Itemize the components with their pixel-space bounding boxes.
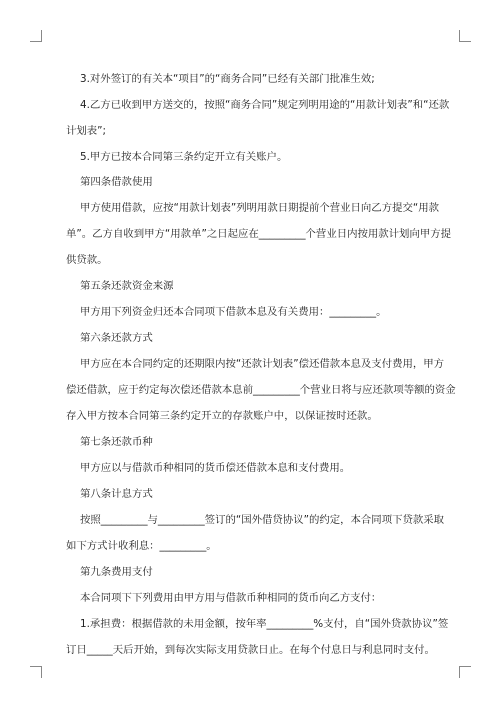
text-line: 4.乙方已收到甲方送交的，按照“商务合同”规定列明用途的“用款计划表”和“还款: [80, 99, 450, 111]
text-line: 甲方应以与借款币种相同的货币偿还借款本息和支付费用。: [80, 462, 351, 474]
section-heading: 第五条还款资金来源: [80, 280, 174, 292]
text-line: 甲方用下列资金归还本合同项下借款本息及有关费用：_________。: [80, 306, 387, 318]
text-line: 偿还借款，应于约定每次偿还借款本息前_________个营业日将与应还款项等额的资金: [66, 384, 456, 396]
crop-mark-top-right: [459, 30, 471, 42]
section-heading: 第八条计息方式: [80, 488, 153, 500]
crop-mark-top-left: [30, 30, 42, 42]
text-line: 按照_________与_________签订的“国外借贷协议”的约定，本合同项下贷款采取: [80, 514, 445, 526]
text-line: 单”。乙方自收到甲方“用款单”之日起应在_________个营业日内按用款计划向甲方提: [66, 228, 452, 240]
section-heading: 第四条借款使用: [80, 176, 153, 188]
text-line: 计划表”;: [66, 125, 107, 137]
text-line: 3.对外签订的有关本“项目”的“商务合同”已经有关部门批准生效;: [80, 73, 375, 85]
crop-mark-bottom-left: [30, 666, 42, 678]
crop-mark-bottom-right: [459, 666, 471, 678]
text-line: 如下方式计收利息：_________。: [66, 540, 217, 552]
text-line: 供贷款。: [66, 254, 108, 266]
text-line: 存入甲方按本合同第三条约定开立的存款账户中，以保证按时还款。: [66, 410, 378, 422]
text-line: 1.承担费：根据借款的未用金额，按年率_________%支付，自“国外贷款协议”签: [80, 618, 449, 630]
section-heading: 第六条还款方式: [80, 332, 153, 344]
text-line: 订日_____天后开始，到每次实际支用贷款日止。在每个付息日与利息同时支付。: [66, 644, 435, 656]
section-heading: 第九条费用支付: [80, 566, 153, 578]
section-heading: 第七条还款币种: [80, 436, 153, 448]
text-line: 本合同项下下列费用由甲方用与借款币种相同的货币向乙方支付：: [80, 592, 382, 604]
text-line: 甲方使用借款，应按“用款计划表”列明用款日期提前个营业日向乙方提交“用款: [80, 202, 440, 214]
text-line: 甲方应在本合同约定的还期限内按“还款计划表”偿还借款本息及支付费用，甲方: [80, 358, 445, 370]
text-line: 5.甲方已按本合同第三条约定开立有关账户。: [80, 151, 288, 163]
